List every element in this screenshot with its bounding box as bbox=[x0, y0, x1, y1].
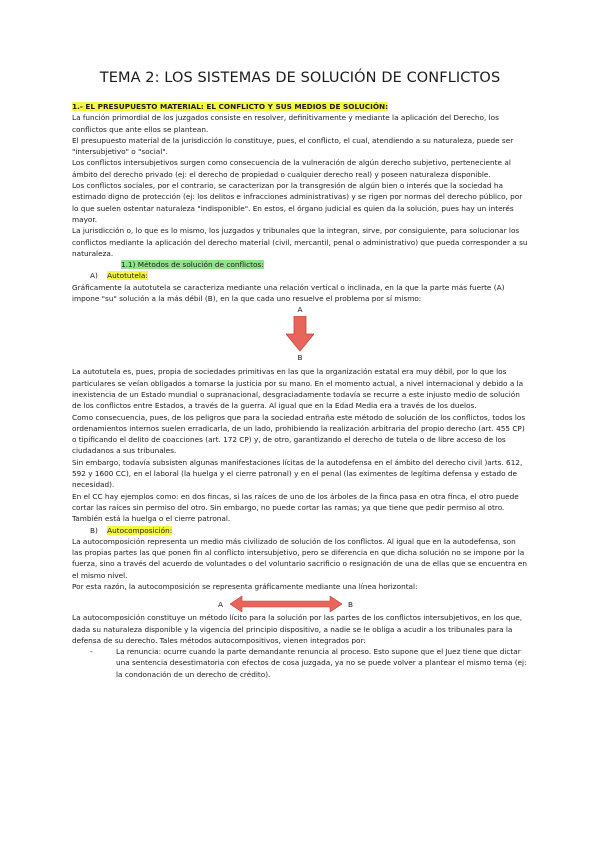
diagram-label-a: A bbox=[297, 305, 303, 315]
down-arrow-icon bbox=[286, 316, 314, 352]
list-item bbox=[72, 646, 528, 680]
paragraph: La autotutela es, pues, propia de sociedades primitivas en las que la organización estatal era muy débil, por lo que los particulares se veían obligados a tomarse la justicia por su mano. En el momento actual, a nivel internacional y debido a la inexistencia de un Estado mundial o supranacional, desgraciadamente todavía se recurre a este injusto medio de solución de los conflictos entre Estados, a través de la guerra. Al igual que en la Edad Media era a través de los duelos. bbox=[72, 367, 524, 411]
list-item-text: La renuncia: ocurre cuando la parte demandante renuncia al proceso. Esto supone que el Juez tiene que dictar una sentencia desestimatoria con efectos de cosa juzgada, ya no se puede volver a plantear el mismo tema (ej: la condonación de un derecho de crédito). bbox=[116, 647, 527, 679]
paragraph: Como consecuencia, pues, de los peligros que para la sociedad entraña este método de solución de los conflictos, todos los ordenamientos internos suelen erradicarla, de un lado, prohibiendo la realización arbitraria del propio derecho (art. 455 CP) o tipificando el delito de coacciones (art. 172 CP) y, de otro, garantizando el derecho de tutela o de libre acceso de los ciudadanos a sus tribunales. bbox=[72, 412, 526, 456]
vertical-relation-diagram bbox=[72, 304, 528, 366]
paragraph: Por esta razón, la autocomposición se representa gráficamente mediante una línea horizontal: bbox=[72, 581, 418, 591]
subsection-a-title: Autotutela: bbox=[107, 271, 148, 281]
subsection-a-prefix: A) bbox=[90, 271, 98, 281]
diagram-label-b: B bbox=[348, 600, 354, 610]
subsection-a bbox=[72, 270, 528, 281]
paragraph: El presupuesto material de la jurisdicción lo constituye, pues, el conflicto, el cual, atendiendo a su naturaleza, puede ser "intersubjetivo" o "social". bbox=[72, 135, 514, 157]
paragraph: La jurisdicción o, lo que es lo mismo, los juzgados y tribunales que la integran, sirve, por consiguiente, para solucionar los conflictos mediante la aplicación del derecho material (civil, mercantil, penal o administrativo) que pueda corresponder a su naturaleza. bbox=[72, 226, 528, 258]
paragraph: Sin embargo, todavía subsisten algunas manifestaciones lícitas de la autodefensa en el ámbito del derecho civil )arts. 612, 592 y 1600 CC), en el laboral (la huelga y el cierre patronal) y en el penal (las eximentes de legítima defensa y estado de necesidad). bbox=[72, 457, 523, 490]
diagram-label-b: B bbox=[297, 353, 303, 363]
paragraph: Gráficamente la autotutela se caracteriza mediante una relación vertical o inclinada, en la que la parte más fuerte (A) impone "su" solución a la más débil (B), en la que cada uno resuelve el problema por sí mismo: bbox=[72, 282, 505, 304]
paragraph: En el CC hay ejemplos como: en dos fincas, si las raíces de uno de los árboles de la finca pasa en otra finca, el otro puede cortar las raíces sin permiso del otro. Sin embargo, no puede cortar las ramas; ya que tiene que pedir permiso al otro. También está la huelga o el cierre patronal. bbox=[72, 491, 519, 524]
paragraph: La función primordial de los juzgados consiste en resolver, definitivamente y mediante la aplicación del Derecho, los conflictos que ante ellos se plantean. bbox=[72, 113, 499, 134]
paragraph: Los conflictos sociales, por el contrario, se caracterizan por la transgresión de algún bien o interés que la sociedad ha estimado digno de protección (ej: los delitos e infracciones administrativas) y se rigen por normas del derecho público, por lo que suelen ostentar naturaleza "indisponible". En estos, el órgano judicial es quien da la solución, pues hay un interés mayor. bbox=[72, 181, 523, 224]
double-arrow-icon bbox=[230, 596, 342, 612]
paragraph: Los conflictos intersubjetivos surgen como consecuencia de la vulneración de algún derecho subjetivo, perteneciente al ámbito del derecho privado (ej: el derecho de propiedad o cualquier derecho real) y poseen naturaleza disponible. bbox=[72, 158, 511, 179]
paragraph: La autocomposición constituye un método lícito para la solución por las partes de los conflictos intersubjetivos, en los que, dada su naturaleza disponible y la vigencia del principio dispositivo, a nadie se le obliga a acudir a los tribunales para la defensa de su derecho. Tales métodos autocompositivos, vienen integrados por: bbox=[72, 613, 523, 645]
subsection-b-title: Autocomposición: bbox=[107, 525, 173, 535]
subsection-b-prefix: B) bbox=[90, 525, 98, 535]
horizontal-relation-diagram bbox=[72, 596, 528, 612]
page-title: TEMA 2: LOS SISTEMAS DE SOLUCIÓN DE CONFLICTOS bbox=[99, 70, 501, 86]
paragraph: La autocomposición representa un medio más civilizado de solución de los conflictos. Al igual que en la autodefensa, son las propias partes las que ponen fin al conflicto intersubjetivo, pero se diferencia en que dicha solución no se impone por la fuerza, sino a través del acuerdo de voluntades o del voluntario sacrificio o resignación de una de ellas que se encuentra en el mismo nivel. bbox=[72, 536, 528, 580]
diagram-label-a: A bbox=[218, 600, 223, 610]
section-heading: 1.- EL PRESUPUESTO MATERIAL: EL CONFLICTO Y SUS MEDIOS DE SOLUCIÓN: bbox=[72, 102, 389, 111]
subsection-heading: 1.1) Métodos de solución de conflictos: bbox=[121, 260, 264, 270]
document-body bbox=[72, 101, 528, 680]
bullet-dash: - bbox=[90, 647, 93, 657]
subsection-b bbox=[72, 525, 528, 536]
